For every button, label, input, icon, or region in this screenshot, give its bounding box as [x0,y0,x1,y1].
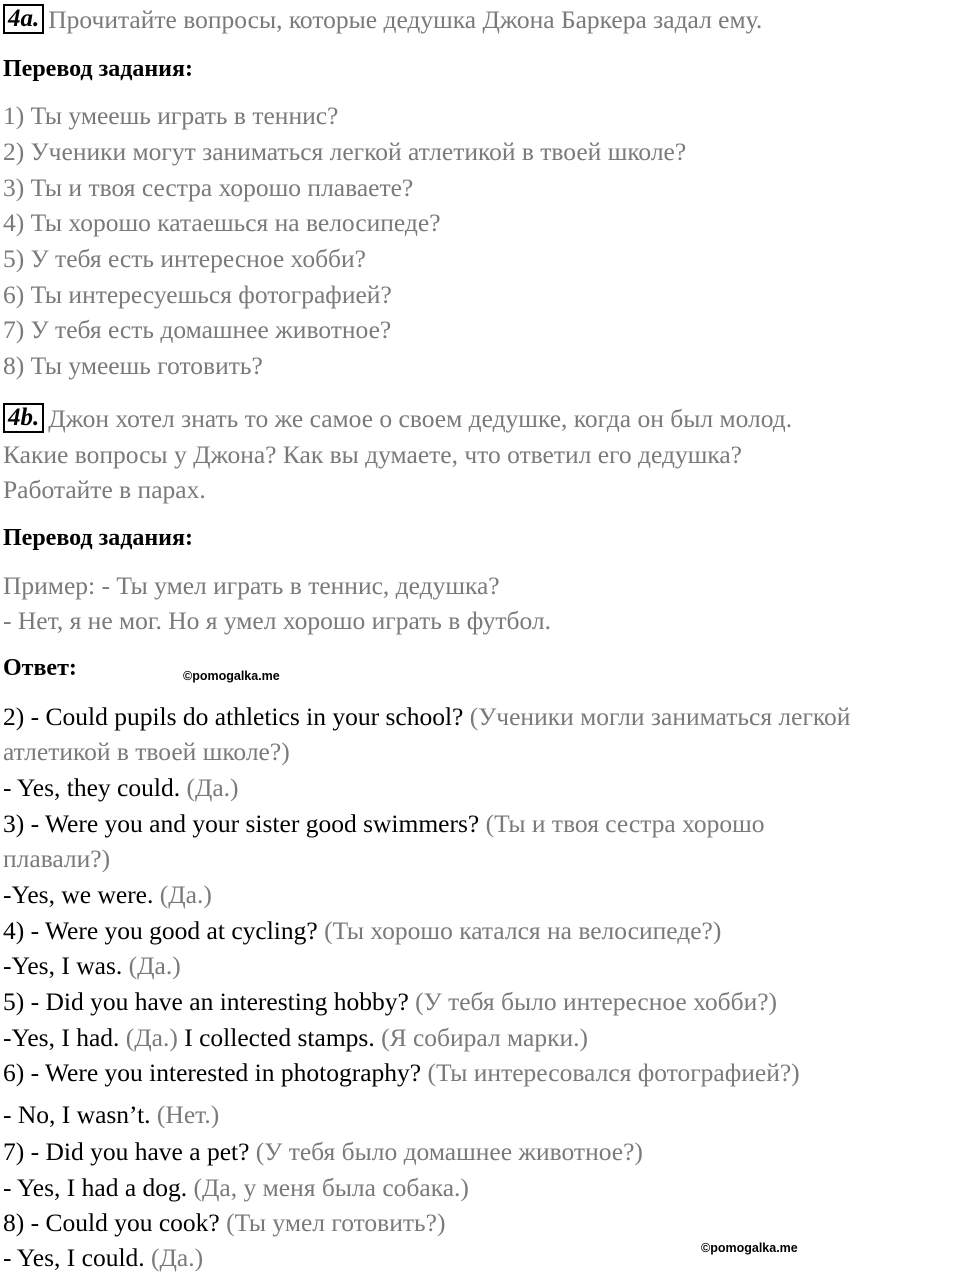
answer-ru: (Ты умел готовить?) [219,1208,446,1237]
task-4a-question-4: 4) Ты хорошо катаешься на велосипеде? [3,208,441,237]
answer-ru: атлетикой в твоей школе?) [3,737,290,766]
answer-line [3,773,239,803]
answer-en: 6) - Were you interested in photography? [3,1058,422,1087]
answer-ru: (Я собирал марки.) [374,1023,588,1052]
answer-heading: Ответ: [3,655,77,681]
answer-ru: (Ученики могли заниматься легкой [463,702,851,731]
answer-en: -Yes, we were. [3,880,154,909]
answer-ru: (Да.) [153,880,212,909]
task-4b-label: 4b. [3,403,44,433]
answer-line [3,844,110,874]
answer-en: 3) - Were you and your sister good swimmers? [3,809,480,838]
answer-ru: (Нет.) [150,1100,220,1129]
answer-line [3,1208,445,1238]
task-4a-question-8: 8) Ты умеешь готовить? [3,351,263,380]
task-4a-heading: Перевод задания: [3,56,193,82]
answer-en: 5) - Did you have an interesting hobby? [3,987,409,1016]
answer-ru: (Ты хорошо катался на велосипеде?) [317,916,722,945]
answer-line [3,809,765,839]
answer-en: I collected stamps. [177,1023,375,1052]
task-4a-question-1: 1) Ты умеешь играть в теннис? [3,101,339,130]
answer-ru: плавали?) [3,844,111,873]
task-4b-line-2: Какие вопросы у Джона? Как вы думаете, что ответил его дедушка? [3,440,742,469]
task-4a-question-5: 5) У тебя есть интересное хобби? [3,244,366,273]
task-4a-question-3: 3) Ты и твоя сестра хорошо плаваете? [3,173,414,202]
answer-line [3,1100,219,1130]
answer-line [3,951,181,981]
answer-ru: (У тебя было домашнее животное?) [249,1137,643,1166]
answer-line [3,737,290,767]
answer-en: - Yes, I had a dog. [3,1173,188,1202]
answer-line [3,1058,800,1088]
answer-line [3,1137,643,1167]
answer-ru: (Да, у меня была собака.) [187,1173,469,1202]
task-4a-intro [3,4,762,35]
task-4a-question-7: 7) У тебя есть домашнее животное? [3,315,392,344]
task-4a-question-6: 6) Ты интересуешься фотографией? [3,280,392,309]
watermark-bottom: ©pomogalka.me [701,1241,798,1255]
task-4a-text: Прочитайте вопросы, которые дедушка Джона Баркера задал ему. [48,5,763,34]
task-4b-example-2: - Нет, я не мог. Но я умел хорошо играть в футбол. [3,606,551,635]
answer-ru: (Да.) [122,951,181,980]
answer-en: - Yes, I could. [3,1243,145,1272]
task-4b-line-3: Работайте в парах. [3,475,206,504]
answer-ru: (У тебя было интересное хобби?) [408,987,778,1016]
answer-ru: (Ты и твоя сестра хорошо [479,809,765,838]
answer-en: 7) - Did you have a pet? [3,1137,250,1166]
task-4a-label: 4a. [3,4,44,34]
watermark: ©pomogalka.me [183,669,280,683]
answer-ru: (Да.) [180,773,239,802]
answer-en: 8) - Could you cook? [3,1208,220,1237]
answer-en: - Yes, they could. [3,773,181,802]
answer-line [3,987,777,1017]
answer-line [3,880,212,910]
answer-ru: (Ты интересовался фотографией?) [421,1058,800,1087]
answer-line [3,1173,469,1203]
answer-en: -Yes, I was. [3,951,123,980]
task-4b-line-1: Джон хотел знать то же самое о своем дедушке, когда он был молод. [48,404,793,433]
answer-line [3,1023,588,1053]
answer-ru: (Да.) [144,1243,204,1272]
answer-ru: (Да.) [119,1023,178,1052]
answer-en: 4) - Were you good at cycling? [3,916,318,945]
answer-line [3,916,721,946]
task-4b-intro [3,403,792,434]
answer-en: 2) - Could pupils do athletics in your school? [3,702,464,731]
answer-en: - No, I wasn’t. [3,1100,151,1129]
answer-en: -Yes, I had. [3,1023,120,1052]
task-4a-question-2: 2) Ученики могут заниматься легкой атлетикой в твоей школе? [3,137,687,166]
task-4b-example-1: Пример: - Ты умел играть в теннис, дедушка? [3,571,500,600]
answer-line [3,702,850,732]
task-4b-heading: Перевод задания: [3,525,193,551]
answer-line [3,1243,203,1273]
